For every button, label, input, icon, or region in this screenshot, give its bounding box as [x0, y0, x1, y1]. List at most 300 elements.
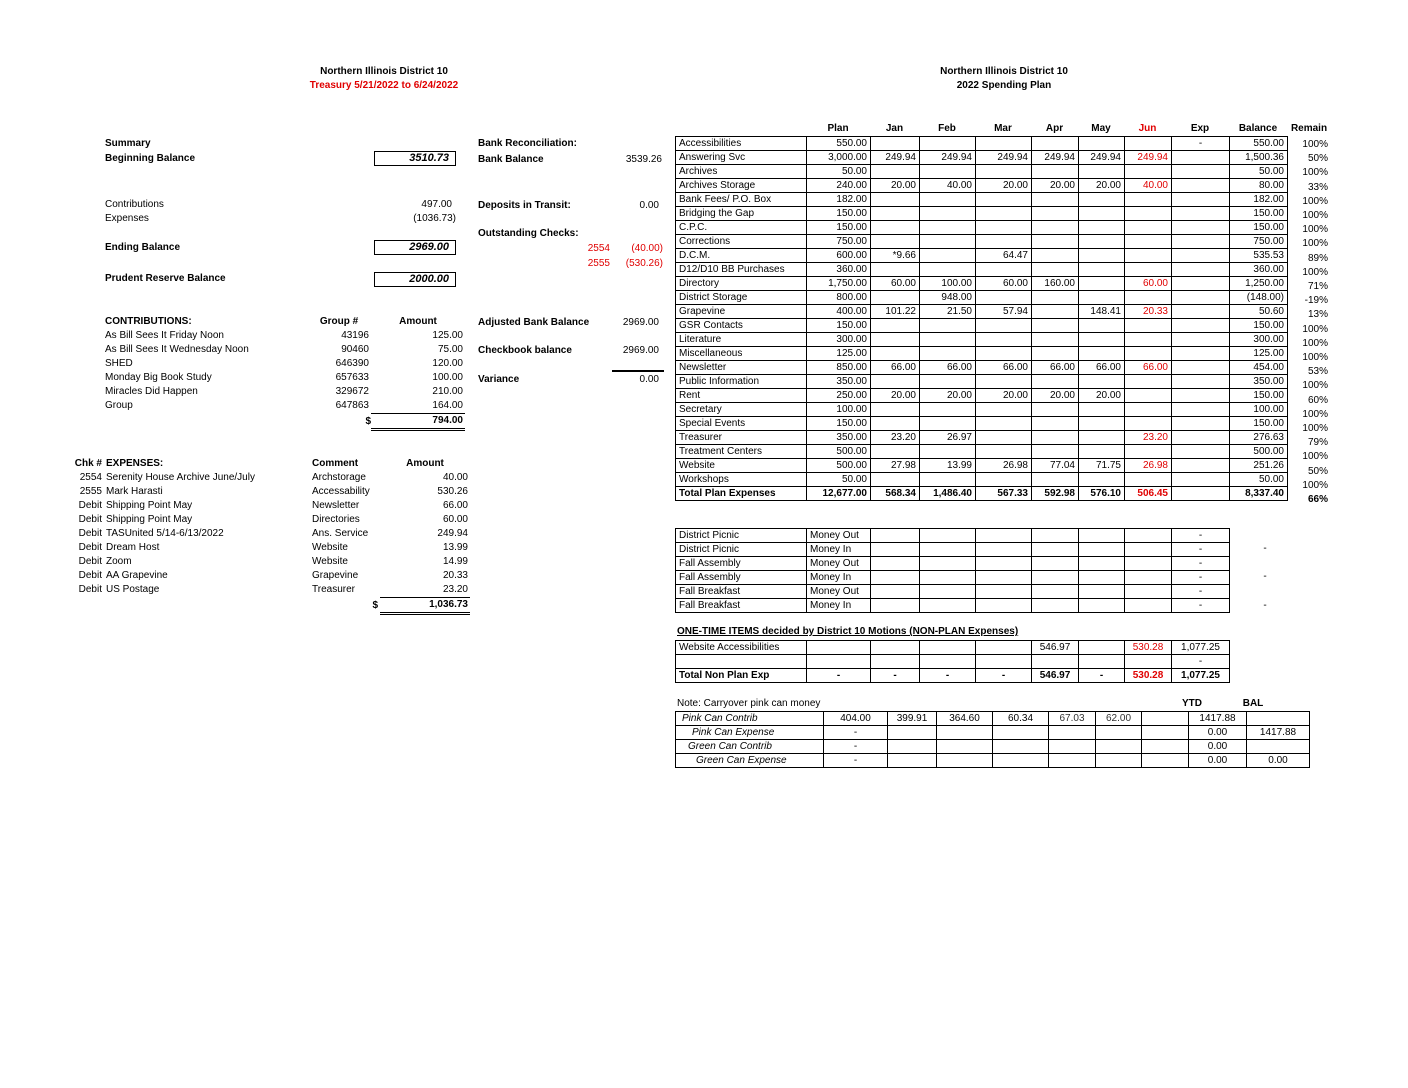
onetime-cell: [976, 655, 1032, 669]
pink-can-cell: [1142, 754, 1189, 768]
event-cell: [871, 557, 920, 571]
pink-can-cell: [937, 726, 993, 740]
plan-row: [676, 179, 1288, 193]
plan-cell: [1125, 249, 1172, 263]
plan-col-header: Jun: [1138, 123, 1157, 134]
event-cell: [1125, 599, 1172, 613]
event-flow: Money Out: [807, 529, 871, 543]
expense-cell: Mark Harasti: [106, 486, 163, 497]
plan-cell: [1172, 207, 1230, 221]
plan-cell: 360.00: [807, 263, 871, 277]
expense-cell: Serenity House Archive June/July: [106, 472, 255, 483]
contrib-cell: 125.00: [432, 330, 463, 341]
contrib-cell: 647863: [335, 400, 369, 412]
plan-cell: [1172, 319, 1230, 333]
plan-cell: [1125, 221, 1172, 235]
onetime-cell: 1,077.25: [1172, 669, 1230, 683]
plan-cell: 20.00: [871, 179, 920, 193]
plan-cell: [871, 235, 920, 249]
expense-cell: Grapevine: [312, 570, 359, 581]
plan-remain-value: 100%: [1302, 195, 1328, 207]
onetime-cell: 546.97: [1032, 669, 1079, 683]
expenses-total-spacer: [104, 598, 310, 614]
expense-cell: 2554: [79, 472, 102, 483]
plan-cell: [1172, 473, 1230, 487]
plan-org-title: Northern Illinois District 10: [940, 66, 1068, 77]
pink-can-row: [676, 712, 1310, 726]
plan-cell: [976, 291, 1032, 305]
plan-cell: [920, 319, 976, 333]
plan-cell: [1079, 347, 1125, 361]
contrib-header-row: [103, 315, 465, 329]
expense-row: [66, 485, 470, 499]
pink-can-cell: 399.91: [888, 712, 937, 726]
expenses-header-cell: Comment: [312, 458, 359, 469]
plan-cell: 27.98: [871, 459, 920, 473]
plan-remain-value: 50%: [1307, 465, 1328, 477]
plan-cell: [1172, 291, 1230, 305]
plan-remain-value: 100%: [1302, 451, 1328, 463]
onetime-cell: -: [871, 669, 920, 683]
plan-cell: [976, 235, 1032, 249]
plan-cell: 20.33: [1125, 305, 1172, 319]
plan-cell: [1079, 221, 1125, 235]
plan-cell: 23.20: [1125, 431, 1172, 445]
plan-row: [676, 431, 1288, 445]
plan-row: [676, 417, 1288, 431]
contributions-label: Contributions: [105, 199, 164, 210]
plan-remain-value: 100%: [1302, 210, 1328, 221]
plan-cell: [1172, 263, 1230, 277]
expense-row: [66, 499, 470, 513]
plan-row: [676, 207, 1288, 221]
plan-cell: [920, 403, 976, 417]
plan-cell: [920, 333, 976, 347]
expense-cell: 13.99: [442, 542, 468, 553]
plan-cell: [1079, 417, 1125, 431]
onetime-table: [675, 640, 1230, 683]
plan-cell: 66.00: [976, 361, 1032, 375]
expense-cell: Archstorage: [312, 472, 366, 483]
plan-cell: 21.50: [920, 305, 976, 319]
plan-remain-value: 71%: [1307, 281, 1328, 292]
ytd-label: YTD: [1182, 698, 1202, 709]
plan-cell: [1032, 333, 1079, 347]
event-name: Fall Assembly: [676, 571, 807, 585]
plan-cell: [1172, 249, 1230, 263]
pink-can-cell: [888, 726, 937, 740]
plan-cell: [1172, 389, 1230, 403]
contrib-header-cell: Amount: [399, 316, 437, 327]
plan-cell: 50.00: [1230, 473, 1288, 487]
onetime-cell: [920, 655, 976, 669]
plan-row: [676, 165, 1288, 179]
contrib-cell: 43196: [341, 330, 369, 341]
expense-cell: 14.99: [442, 556, 468, 567]
event-cell: [871, 529, 920, 543]
plan-cell: [1079, 165, 1125, 179]
event-name: District Picnic: [676, 529, 807, 543]
contrib-cell: Miracles Did Happen: [105, 386, 198, 397]
plan-row: [676, 193, 1288, 207]
plan-category: Miscellaneous: [676, 347, 807, 361]
plan-cell: 77.04: [1032, 459, 1079, 473]
expense-cell: 23.20: [442, 584, 468, 595]
plan-remain-value: -19%: [1304, 295, 1328, 307]
plan-cell: 20.00: [1032, 389, 1079, 403]
plan-cell: 26.97: [920, 431, 976, 445]
contrib-total-value: 794.00: [371, 414, 465, 430]
plan-cell: [1079, 375, 1125, 389]
expenses-header-row: [66, 457, 470, 471]
expense-cell: Debit: [78, 542, 102, 553]
plan-cell: 550.00: [807, 137, 871, 151]
pink-can-cell: 1417.88: [1247, 726, 1310, 740]
plan-cell: [976, 473, 1032, 487]
plan-remain-value: 100%: [1302, 380, 1328, 392]
event-cell: [976, 529, 1032, 543]
event-cell: [1079, 585, 1125, 599]
expense-cell: Website: [312, 542, 348, 553]
plan-remain-value: 50%: [1307, 153, 1328, 165]
plan-cell: [1032, 473, 1079, 487]
contrib-cell: As Bill Sees It Friday Noon: [105, 330, 224, 341]
contrib-cell: 657633: [335, 372, 369, 383]
plan-cell: 125.00: [807, 347, 871, 361]
event-cell: [1125, 543, 1172, 557]
plan-cell: [1125, 263, 1172, 277]
plan-cell: [1032, 305, 1079, 319]
expense-cell: Ans. Service: [312, 528, 369, 539]
event-cell: [1032, 585, 1079, 599]
event-cell: [871, 585, 920, 599]
plan-category: Total Plan Expenses: [676, 487, 807, 501]
plan-cell: [976, 375, 1032, 389]
plan-cell: 60.00: [871, 277, 920, 291]
plan-cell: 20.00: [1079, 389, 1125, 403]
plan-cell: 101.22: [871, 305, 920, 319]
plan-cell: [871, 375, 920, 389]
plan-cell: [1125, 375, 1172, 389]
plan-cell: 600.00: [807, 249, 871, 263]
plan-cell: [920, 473, 976, 487]
event-flow: Money Out: [807, 557, 871, 571]
expense-cell: US Postage: [106, 584, 160, 596]
plan-cell: [1079, 431, 1125, 445]
event-cell: [1079, 529, 1125, 543]
plan-cell: [1032, 249, 1079, 263]
plan-remain-value: 66%: [1307, 494, 1328, 505]
plan-cell: [1172, 221, 1230, 235]
events-table: [675, 528, 1230, 613]
left-period: Treasury 5/21/2022 to 6/24/2022: [309, 80, 459, 91]
plan-cell: 800.00: [807, 291, 871, 305]
plan-cell: 50.00: [1230, 165, 1288, 179]
plan-cell: [871, 207, 920, 221]
plan-cell: 150.00: [1230, 319, 1288, 333]
onetime-cell: [920, 641, 976, 655]
event-cell: [1032, 571, 1079, 585]
contrib-cell: 100.00: [432, 372, 463, 383]
plan-cell: (148.00): [1230, 291, 1288, 305]
plan-cell: [1125, 235, 1172, 249]
event-exp: -: [1172, 571, 1230, 585]
event-cell: [1079, 543, 1125, 557]
plan-cell: 1,750.00: [807, 277, 871, 291]
plan-cell: 300.00: [807, 333, 871, 347]
expense-cell: AA Grapevine: [106, 570, 168, 581]
expense-cell: Debit: [78, 500, 102, 511]
expense-cell: Debit: [78, 556, 102, 567]
event-cell: [920, 529, 976, 543]
expenses-header-cell: EXPENSES:: [106, 458, 164, 469]
plan-category: Archives: [676, 165, 807, 179]
plan-cell: 40.00: [920, 179, 976, 193]
pink-can-row: [676, 740, 1310, 754]
plan-row: [676, 375, 1288, 389]
contrib-cell: Monday Big Book Study: [105, 372, 212, 383]
plan-cell: 1,486.40: [920, 487, 976, 501]
pink-can-cell: 0.00: [1247, 754, 1310, 768]
plan-category: Literature: [676, 333, 807, 347]
plan-cell: 592.98: [1032, 487, 1079, 501]
plan-total-row: [676, 487, 1288, 501]
event-cell: [976, 571, 1032, 585]
plan-cell: [1032, 137, 1079, 151]
plan-cell: 1,500.36: [1230, 151, 1288, 165]
bal-label: BAL: [1242, 698, 1264, 709]
plan-cell: 64.47: [976, 249, 1032, 263]
plan-col-header: Mar: [994, 123, 1012, 134]
plan-cell: 13.99: [920, 459, 976, 473]
event-row: [676, 529, 1230, 543]
pink-can-table: [675, 711, 1310, 768]
plan-cell: 350.00: [807, 431, 871, 445]
plan-cell: [1172, 417, 1230, 431]
pink-can-label: Green Can Contrib: [676, 740, 824, 754]
plan-cell: [1079, 207, 1125, 221]
plan-cell: [1125, 347, 1172, 361]
onetime-label: Total Non Plan Exp: [676, 669, 807, 683]
plan-cell: 249.94: [920, 151, 976, 165]
event-cell: [1032, 529, 1079, 543]
plan-cell: 1,250.00: [1230, 277, 1288, 291]
plan-cell: [1125, 137, 1172, 151]
prudent-reserve-value: 2000.00: [374, 272, 456, 287]
plan-cell: [1079, 473, 1125, 487]
event-cell: [1032, 543, 1079, 557]
plan-cell: 66.00: [1079, 361, 1125, 375]
ending-balance-label: Ending Balance: [105, 242, 181, 253]
event-cell: [920, 571, 976, 585]
plan-cell: [1079, 291, 1125, 305]
pink-can-cell: 0.00: [1189, 754, 1247, 768]
plan-cell: [1125, 417, 1172, 431]
plan-cell: 148.41: [1079, 305, 1125, 319]
plan-cell: [1125, 291, 1172, 305]
expenses-header-cell: Amount: [406, 458, 444, 469]
pink-can-label: Pink Can Expense: [676, 726, 824, 740]
plan-cell: [871, 319, 920, 333]
plan-row: [676, 445, 1288, 459]
plan-row: [676, 403, 1288, 417]
contrib-cell: 164.00: [432, 400, 463, 411]
plan-cell: [1172, 333, 1230, 347]
plan-cell: 12,677.00: [807, 487, 871, 501]
plan-cell: 60.00: [976, 277, 1032, 291]
event-flow: Money In: [807, 543, 871, 557]
event-cell: [1125, 571, 1172, 585]
prudent-reserve-label: Prudent Reserve Balance: [105, 273, 226, 284]
plan-cell: 249.94: [976, 151, 1032, 165]
plan-cell: 249.94: [1079, 151, 1125, 165]
plan-cell: 350.00: [807, 375, 871, 389]
onetime-cell: -: [920, 669, 976, 683]
event-row: [676, 543, 1230, 557]
outstanding-check-amount: (530.26): [625, 258, 663, 269]
expenses-total-sign: $: [372, 599, 378, 611]
plan-cell: [1172, 431, 1230, 445]
plan-cell: [1079, 137, 1125, 151]
pink-can-cell: -: [824, 754, 888, 768]
plan-cell: 100.00: [807, 403, 871, 417]
plan-cell: [1032, 207, 1079, 221]
plan-cell: 125.00: [1230, 347, 1288, 361]
plan-cell: [1032, 221, 1079, 235]
plan-cell: 8,337.40: [1230, 487, 1288, 501]
plan-cell: 948.00: [920, 291, 976, 305]
plan-category: Rent: [676, 389, 807, 403]
plan-cell: [1172, 459, 1230, 473]
ending-balance-value: 2969.00: [374, 240, 456, 255]
carryover-note: Note: Carryover pink can money: [677, 698, 821, 709]
plan-row: [676, 249, 1288, 263]
plan-cell: [871, 165, 920, 179]
expense-cell: 20.33: [442, 570, 468, 581]
plan-category: Bank Fees/ P.O. Box: [676, 193, 807, 207]
plan-cell: [1172, 235, 1230, 249]
expense-cell: Shipping Point May: [106, 514, 193, 525]
contrib-cell: 75.00: [437, 344, 463, 355]
plan-category: D12/D10 BB Purchases: [676, 263, 807, 277]
plan-cell: [871, 333, 920, 347]
event-exp: -: [1172, 599, 1230, 613]
plan-cell: [1125, 445, 1172, 459]
plan-cell: 251.26: [1230, 459, 1288, 473]
contrib-cell: 210.00: [432, 386, 463, 397]
plan-cell: 57.94: [976, 305, 1032, 319]
expense-row: [66, 513, 470, 527]
plan-cell: 40.00: [1125, 179, 1172, 193]
plan-cell: [976, 417, 1032, 431]
contrib-cell: Group: [105, 400, 133, 412]
plan-cell: [1079, 193, 1125, 207]
pink-can-cell: [1096, 754, 1142, 768]
plan-cell: 400.00: [807, 305, 871, 319]
onetime-label: [676, 655, 807, 669]
deposits-label: Deposits in Transit:: [478, 200, 571, 211]
plan-cell: [1172, 179, 1230, 193]
event-cell: [871, 543, 920, 557]
plan-cell: 750.00: [1230, 235, 1288, 249]
pink-can-label: Pink Can Contrib: [676, 712, 824, 726]
variance-divider: [612, 370, 664, 372]
contrib-cell: SHED: [105, 358, 133, 369]
onetime-cell: 546.97: [1032, 641, 1079, 655]
expenses-value: (1036.73): [413, 213, 456, 224]
plan-col-header: Plan: [827, 123, 849, 134]
pink-can-cell: [937, 740, 993, 754]
pink-can-label: Green Can Expense: [676, 754, 824, 768]
plan-remain-value: 100%: [1302, 238, 1328, 250]
onetime-cell: 1,077.25: [1172, 641, 1230, 655]
plan-remain-value: 100%: [1302, 139, 1328, 150]
adjusted-balance-label: Adjusted Bank Balance: [478, 317, 590, 328]
pink-can-cell: [993, 754, 1049, 768]
plan-category: Bridging the Gap: [676, 207, 807, 221]
plan-cell: 250.00: [807, 389, 871, 403]
plan-cell: 249.94: [1032, 151, 1079, 165]
plan-cell: 150.00: [807, 319, 871, 333]
expense-cell: Website: [312, 556, 348, 567]
plan-category: Public Information: [676, 375, 807, 389]
plan-cell: [1079, 403, 1125, 417]
plan-category: Special Events: [676, 417, 807, 431]
contributions-value: 497.00: [421, 199, 452, 210]
plan-col-header: Balance: [1238, 123, 1278, 134]
plan-cell: 535.53: [1230, 249, 1288, 263]
expenses-header-cell: Chk #: [74, 458, 102, 469]
contrib-total-sign: $: [365, 415, 371, 427]
plan-cell: 150.00: [807, 207, 871, 221]
onetime-cell: [976, 641, 1032, 655]
plan-cell: 150.00: [807, 221, 871, 235]
pink-can-cell: 0.00: [1189, 726, 1247, 740]
event-cell: [976, 585, 1032, 599]
plan-cell: [1125, 473, 1172, 487]
plan-cell: 160.00: [1032, 277, 1079, 291]
plan-row: [676, 333, 1288, 347]
bank-recon-label: Bank Reconciliation:: [478, 138, 577, 149]
expense-row: [66, 471, 470, 485]
beginning-balance-label: Beginning Balance: [105, 153, 196, 164]
plan-cell: [1172, 305, 1230, 319]
plan-cell: [920, 417, 976, 431]
expense-cell: Accessability: [312, 486, 370, 497]
event-cell: [871, 599, 920, 613]
plan-cell: [1079, 263, 1125, 277]
plan-remain-value: 100%: [1302, 352, 1328, 363]
contrib-row: [103, 357, 465, 371]
plan-cell: [920, 235, 976, 249]
plan-remain-value: 13%: [1307, 309, 1328, 321]
pink-can-cell: [1247, 712, 1310, 726]
plan-category: D.C.M.: [676, 249, 807, 263]
plan-cell: 60.00: [1125, 277, 1172, 291]
pink-can-cell: [888, 754, 937, 768]
plan-remain-value: 100%: [1302, 337, 1328, 349]
expense-cell: 249.94: [437, 528, 468, 539]
expense-cell: Dream Host: [106, 542, 160, 553]
event-cell: [920, 599, 976, 613]
pink-can-cell: 1417.88: [1189, 712, 1247, 726]
plan-cell: [1079, 445, 1125, 459]
plan-cell: [871, 473, 920, 487]
pink-can-cell: [993, 726, 1049, 740]
deposits-value: 0.00: [639, 200, 659, 211]
plan-row: [676, 221, 1288, 235]
plan-cell: 66.00: [871, 361, 920, 375]
